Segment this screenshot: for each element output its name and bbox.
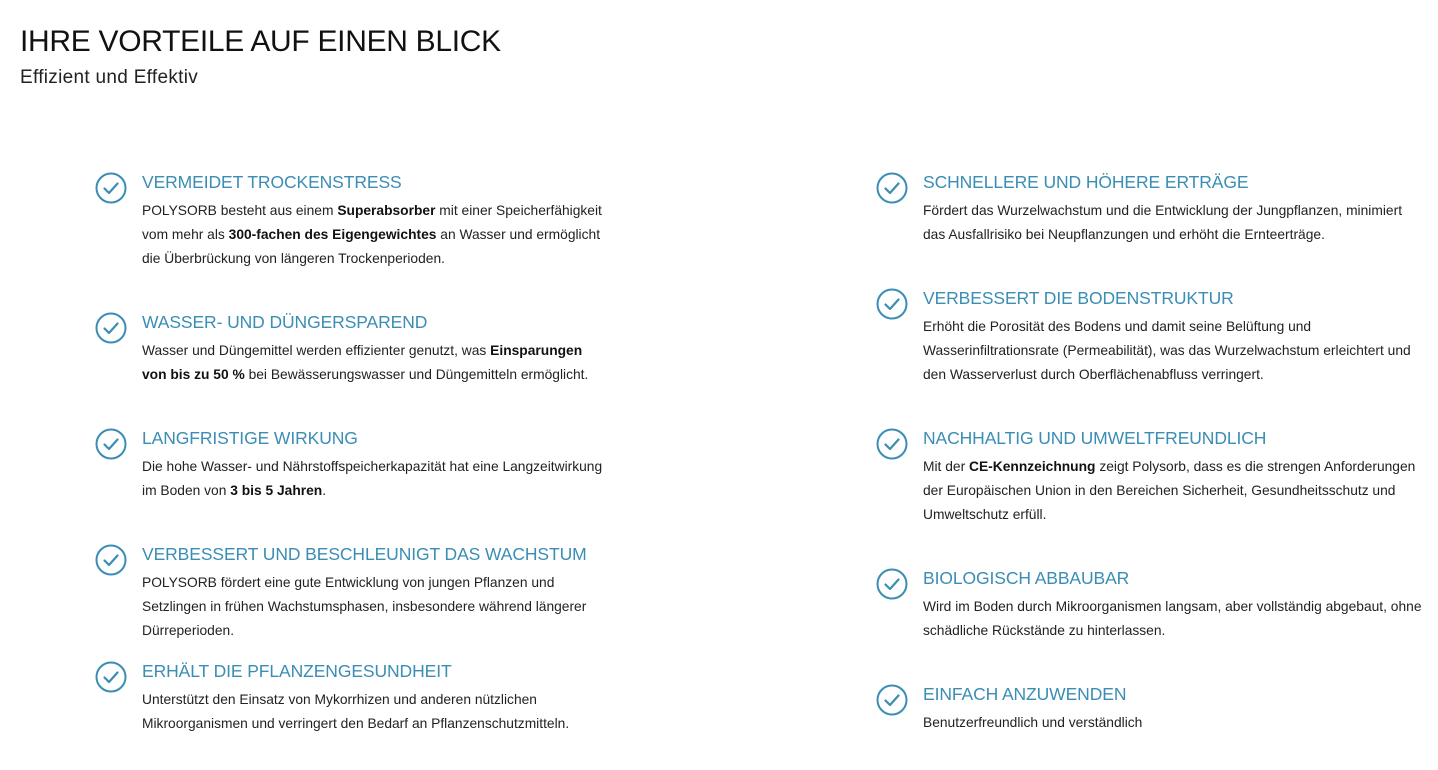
text-segment: .: [322, 483, 327, 498]
feature-title: VERBESSERT DIE BODENSTRUKTUR: [923, 288, 1234, 308]
check-circle-icon: [95, 312, 127, 344]
feature-item: [876, 171, 1426, 247]
text-segment: POLYSORB besteht aus einem: [142, 203, 338, 218]
feature-item: [876, 427, 1426, 527]
text-segment: an Wasser und ermöglicht die Überbrückung von längeren Trockenperioden.: [142, 227, 601, 266]
page-subtitle: Effizient und Effektiv: [20, 67, 199, 88]
feature-description: [923, 199, 1426, 247]
feature-item: [876, 683, 1426, 735]
feature-title: LANGFRISTIGE WIRKUNG: [142, 428, 358, 448]
check-circle-icon: [95, 661, 127, 693]
feature-description: [142, 571, 605, 643]
feature-description: [923, 315, 1426, 387]
page-title: IHRE VORTEILE AUF EINEN BLICK: [20, 25, 501, 58]
feature-item: [876, 567, 1426, 643]
feature-description: [923, 711, 1426, 735]
text-segment: Unterstützt den Einsatz von Mykorrhizen und anderen nützlichen Mikroorganismen und verringert den Bedarf an Pflanzenschutzmitteln.: [142, 692, 570, 731]
text-segment: Die hohe Wasser- und Nährstoffspeicherkapazität hat eine Langzeitwirkung im Boden von: [142, 459, 603, 498]
text-segment: Wasser und Düngemittel werden effizienter genutzt, was: [142, 343, 491, 358]
feature-item: [95, 660, 605, 736]
feature-item: [95, 311, 605, 387]
feature-description: [142, 339, 605, 387]
highlight-text: Einsparungen von bis zu 50 %: [142, 343, 583, 382]
feature-title: EINFACH ANZUWENDEN: [923, 684, 1127, 704]
feature-title: VERBESSERT UND BESCHLEUNIGT DAS WACHSTUM: [142, 544, 587, 564]
highlight-text: Superabsorber: [337, 203, 436, 218]
highlight-text: CE-Kennzeichnung: [969, 459, 1096, 474]
feature-title: BIOLOGISCH ABBAUBAR: [923, 568, 1130, 588]
text-segment: Erhöht die Porosität des Bodens und damit seine Belüftung und Wasserinfiltrationsrate (Permeabilität), was das Wurzelwachstum erleichtert und den Wasserverlust durch Oberflächenabfluss verringert.: [923, 319, 1411, 382]
text-segment: bei Bewässerungswasser und Düngemitteln ermöglicht.: [244, 367, 589, 382]
check-circle-icon: [95, 544, 127, 576]
feature-description: [142, 199, 605, 271]
feature-description: [142, 455, 605, 503]
check-circle-icon: [876, 172, 908, 204]
feature-description: [923, 595, 1426, 643]
feature-title: ERHÄLT DIE PFLANZENGESUNDHEIT: [142, 661, 452, 681]
text-segment: zeigt Polysorb, dass es die strengen Anforderungen der Europäischen Union in den Bereichen Sicherheit, Gesundheitsschutz und Umweltschutz erfüll.: [923, 459, 1416, 522]
highlight-text: 3 bis 5 Jahren: [230, 483, 323, 498]
check-circle-icon: [876, 568, 908, 600]
feature-item: [95, 171, 605, 271]
feature-item: [95, 543, 605, 643]
text-segment: Mit der: [923, 459, 969, 474]
text-segment: Fördert das Wurzelwachstum und die Entwicklung der Jungpflanzen, minimiert das Ausfallrisiko bei Neupflanzungen und erhöht die Ernteerträge.: [923, 203, 1403, 242]
feature-item: [95, 427, 605, 503]
feature-title: SCHNELLERE UND HÖHERE ERTRÄGE: [923, 172, 1249, 192]
check-circle-icon: [95, 428, 127, 460]
feature-description: [923, 455, 1426, 527]
check-circle-icon: [876, 288, 908, 320]
text-segment: mit einer Speicherfähigkeit vom mehr als: [142, 203, 602, 242]
feature-description: [142, 688, 605, 736]
feature-title: VERMEIDET TROCKENSTRESS: [142, 172, 402, 192]
feature-title: WASSER- UND DÜNGERSPAREND: [142, 312, 428, 332]
feature-title: NACHHALTIG UND UMWELTFREUNDLICH: [923, 428, 1267, 448]
highlight-text: 300-fachen des Eigengewichtes: [228, 227, 437, 242]
text-segment: Benutzerfreundlich und verständlich: [923, 715, 1143, 730]
text-segment: Wird im Boden durch Mikroorganismen langsam, aber vollständig abgebaut, ohne schädliche Rückstände zu hinterlassen.: [923, 599, 1422, 638]
feature-item: [876, 287, 1426, 387]
text-segment: POLYSORB fördert eine gute Entwicklung von jungen Pflanzen und Setzlingen in frühen Wachstumsphasen, insbesondere während längerer Dürreperioden.: [142, 575, 587, 638]
check-circle-icon: [876, 684, 908, 716]
check-circle-icon: [876, 428, 908, 460]
check-circle-icon: [95, 172, 127, 204]
